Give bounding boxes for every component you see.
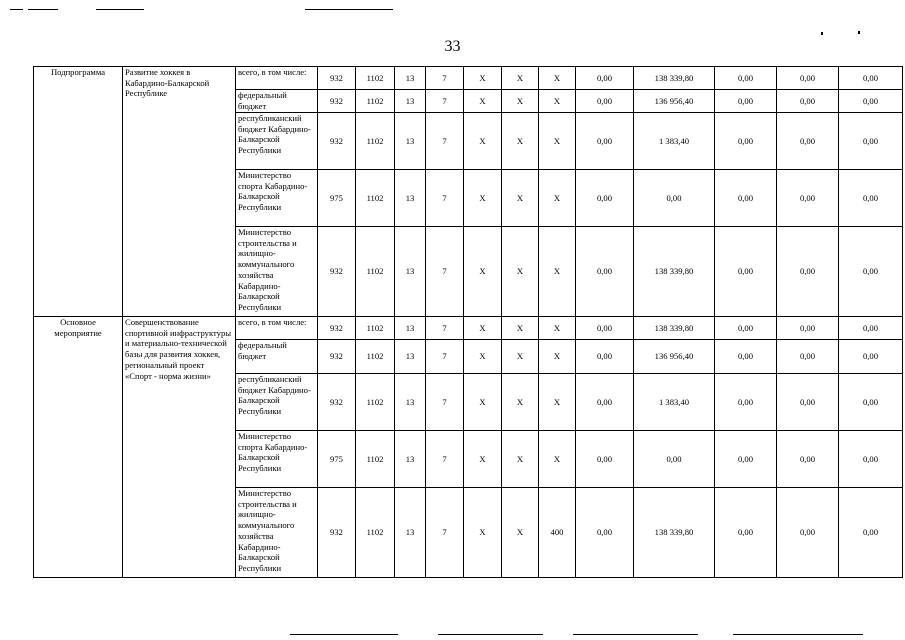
value-cell-gp: 13 — [395, 67, 426, 90]
value-cell-om: X — [464, 113, 502, 170]
value-cell-gp: 13 — [395, 227, 426, 317]
value-cell-om: X — [464, 90, 502, 113]
funding-source-cell: Министерство строительства и жилищно-коммунального хозяйства Кабардино-Балкарской Республики — [236, 488, 318, 578]
value-cell-gp: 13 — [395, 170, 426, 227]
value-cell-y2: 0,00 — [634, 170, 715, 227]
value-cell-y3: 0,00 — [715, 170, 777, 227]
value-cell-y3: 0,00 — [715, 67, 777, 90]
value-cell-ex: X — [539, 374, 576, 431]
value-cell-y2: 138 339,80 — [634, 488, 715, 578]
funding-source-cell: Министерство строительства и жилищно-коммунального хозяйства Кабардино-Балкарской Республики — [236, 227, 318, 317]
value-cell-om: X — [464, 431, 502, 488]
value-cell-y5: 0,00 — [839, 90, 903, 113]
value-cell-pp: 7 — [426, 488, 464, 578]
value-cell-ex: X — [539, 227, 576, 317]
value-cell-grbs: 975 — [318, 170, 356, 227]
scan-mark — [28, 9, 58, 10]
value-cell-vr: X — [502, 488, 539, 578]
value-cell-pp: 7 — [426, 227, 464, 317]
value-cell-y1: 0,00 — [576, 227, 634, 317]
value-cell-y4: 0,00 — [777, 67, 839, 90]
value-cell-grbs: 932 — [318, 340, 356, 374]
value-cell-pp: 7 — [426, 90, 464, 113]
value-cell-rzpr: 1102 — [356, 488, 395, 578]
value-cell-rzpr: 1102 — [356, 340, 395, 374]
value-cell-rzpr: 1102 — [356, 317, 395, 340]
scan-mark — [733, 634, 863, 635]
value-cell-gp: 13 — [395, 488, 426, 578]
value-cell-rzpr: 1102 — [356, 113, 395, 170]
value-cell-y1: 0,00 — [576, 340, 634, 374]
value-cell-y1: 0,00 — [576, 67, 634, 90]
value-cell-grbs: 932 — [318, 67, 356, 90]
value-cell-y1: 0,00 — [576, 113, 634, 170]
value-cell-y4: 0,00 — [777, 374, 839, 431]
funding-source-cell: республиканский бюджет Кабардино-Балкарской Республики — [236, 113, 318, 170]
value-cell-om: X — [464, 374, 502, 431]
value-cell-grbs: 975 — [318, 431, 356, 488]
value-cell-y4: 0,00 — [777, 227, 839, 317]
value-cell-vr: X — [502, 317, 539, 340]
funding-source-cell: Министерство спорта Кабардино-Балкарской Республики — [236, 170, 318, 227]
row-kind-label: Основное мероприятие — [34, 317, 123, 578]
value-cell-y1: 0,00 — [576, 317, 634, 340]
value-cell-pp: 7 — [426, 374, 464, 431]
value-cell-pp: 7 — [426, 170, 464, 227]
value-cell-y3: 0,00 — [715, 431, 777, 488]
funding-source-cell: Министерство спорта Кабардино-Балкарской Республики — [236, 431, 318, 488]
value-cell-grbs: 932 — [318, 488, 356, 578]
value-cell-rzpr: 1102 — [356, 67, 395, 90]
value-cell-pp: 7 — [426, 317, 464, 340]
value-cell-y2: 138 339,80 — [634, 317, 715, 340]
value-cell-y2: 138 339,80 — [634, 67, 715, 90]
scan-mark — [438, 634, 543, 635]
value-cell-y5: 0,00 — [839, 67, 903, 90]
value-cell-y1: 0,00 — [576, 374, 634, 431]
value-cell-om: X — [464, 170, 502, 227]
value-cell-ex: 400 — [539, 488, 576, 578]
value-cell-ex: X — [539, 317, 576, 340]
value-cell-y1: 0,00 — [576, 170, 634, 227]
value-cell-y5: 0,00 — [839, 340, 903, 374]
value-cell-y3: 0,00 — [715, 317, 777, 340]
value-cell-y2: 0,00 — [634, 431, 715, 488]
value-cell-y2: 138 339,80 — [634, 227, 715, 317]
value-cell-y2: 136 956,40 — [634, 340, 715, 374]
value-cell-vr: X — [502, 90, 539, 113]
value-cell-vr: X — [502, 67, 539, 90]
scan-mark — [96, 9, 144, 10]
value-cell-ex: X — [539, 90, 576, 113]
value-cell-y2: 1 383,40 — [634, 113, 715, 170]
value-cell-y1: 0,00 — [576, 90, 634, 113]
scan-mark — [10, 9, 23, 10]
value-cell-y5: 0,00 — [839, 227, 903, 317]
value-cell-gp: 13 — [395, 340, 426, 374]
value-cell-pp: 7 — [426, 431, 464, 488]
funding-source-cell: всего, в том числе: — [236, 317, 318, 340]
value-cell-grbs: 932 — [318, 113, 356, 170]
value-cell-y3: 0,00 — [715, 374, 777, 431]
funding-source-cell: федеральный бюджет — [236, 340, 318, 374]
value-cell-y5: 0,00 — [839, 488, 903, 578]
scan-dot — [858, 31, 860, 34]
value-cell-y5: 0,00 — [839, 317, 903, 340]
row-title-label: Развитие хоккея в Кабардино-Балкарской Республике — [123, 67, 236, 317]
scan-dot — [821, 32, 823, 35]
value-cell-rzpr: 1102 — [356, 431, 395, 488]
value-cell-y5: 0,00 — [839, 170, 903, 227]
funding-table — [33, 66, 903, 578]
value-cell-grbs: 932 — [318, 90, 356, 113]
scan-mark — [290, 634, 398, 635]
funding-source-cell: республиканский бюджет Кабардино-Балкарской Республики — [236, 374, 318, 431]
value-cell-y4: 0,00 — [777, 317, 839, 340]
value-cell-y5: 0,00 — [839, 431, 903, 488]
value-cell-ex: X — [539, 431, 576, 488]
value-cell-y4: 0,00 — [777, 90, 839, 113]
value-cell-rzpr: 1102 — [356, 170, 395, 227]
value-cell-om: X — [464, 227, 502, 317]
value-cell-y2: 1 383,40 — [634, 374, 715, 431]
value-cell-y3: 0,00 — [715, 227, 777, 317]
value-cell-om: X — [464, 317, 502, 340]
scan-mark — [573, 634, 698, 635]
value-cell-y4: 0,00 — [777, 431, 839, 488]
value-cell-y4: 0,00 — [777, 488, 839, 578]
value-cell-vr: X — [502, 113, 539, 170]
value-cell-om: X — [464, 488, 502, 578]
value-cell-y2: 136 956,40 — [634, 90, 715, 113]
value-cell-vr: X — [502, 170, 539, 227]
value-cell-gp: 13 — [395, 374, 426, 431]
value-cell-vr: X — [502, 340, 539, 374]
value-cell-y3: 0,00 — [715, 90, 777, 113]
value-cell-y5: 0,00 — [839, 374, 903, 431]
value-cell-ex: X — [539, 113, 576, 170]
value-cell-gp: 13 — [395, 317, 426, 340]
value-cell-vr: X — [502, 227, 539, 317]
value-cell-ex: X — [539, 67, 576, 90]
value-cell-pp: 7 — [426, 340, 464, 374]
row-title-label: Совершенствование спортивной инфраструктуры и материально-технической базы для развития хоккея, региональный проект «Спорт - норма жизни» — [123, 317, 236, 578]
value-cell-gp: 13 — [395, 113, 426, 170]
value-cell-y1: 0,00 — [576, 488, 634, 578]
value-cell-om: X — [464, 67, 502, 90]
funding-source-cell: федеральный бюджет — [236, 90, 318, 113]
value-cell-grbs: 932 — [318, 317, 356, 340]
value-cell-y5: 0,00 — [839, 113, 903, 170]
value-cell-y3: 0,00 — [715, 340, 777, 374]
value-cell-ex: X — [539, 170, 576, 227]
page-number: 33 — [444, 38, 461, 55]
value-cell-ex: X — [539, 340, 576, 374]
scan-mark — [305, 9, 393, 10]
value-cell-om: X — [464, 340, 502, 374]
value-cell-gp: 13 — [395, 90, 426, 113]
value-cell-rzpr: 1102 — [356, 90, 395, 113]
funding-source-cell: всего, в том числе: — [236, 67, 318, 90]
value-cell-rzpr: 1102 — [356, 374, 395, 431]
row-kind-label: Подпрограмма — [34, 67, 123, 317]
value-cell-vr: X — [502, 431, 539, 488]
value-cell-y4: 0,00 — [777, 170, 839, 227]
value-cell-vr: X — [502, 374, 539, 431]
value-cell-pp: 7 — [426, 67, 464, 90]
value-cell-grbs: 932 — [318, 374, 356, 431]
value-cell-gp: 13 — [395, 431, 426, 488]
value-cell-pp: 7 — [426, 113, 464, 170]
value-cell-rzpr: 1102 — [356, 227, 395, 317]
value-cell-y3: 0,00 — [715, 113, 777, 170]
table-row — [34, 67, 903, 90]
value-cell-y1: 0,00 — [576, 431, 634, 488]
value-cell-y4: 0,00 — [777, 340, 839, 374]
value-cell-y4: 0,00 — [777, 113, 839, 170]
value-cell-grbs: 932 — [318, 227, 356, 317]
value-cell-y3: 0,00 — [715, 488, 777, 578]
table-row — [34, 317, 903, 340]
